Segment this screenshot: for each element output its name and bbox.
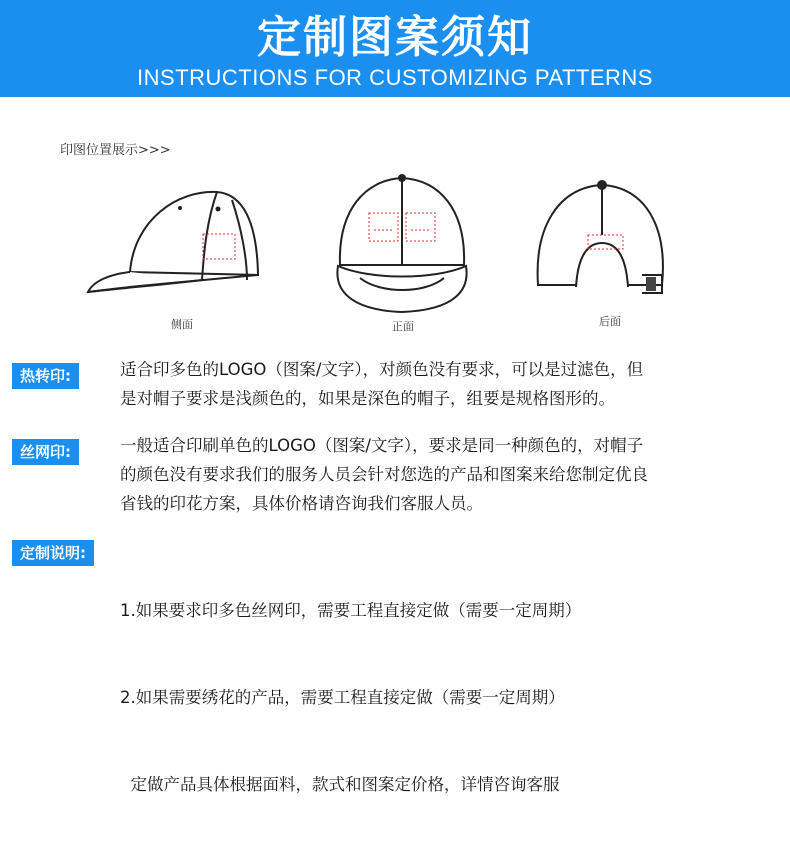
page-title: 定制图案须知 (257, 12, 533, 63)
section-tag-custom-notes: 定制说明: (12, 540, 94, 566)
header-banner (0, 0, 790, 97)
cap-front-caption: 正面 (392, 320, 414, 333)
text-line: 2.如果需要绣花的产品，需要工程直接定做（需要一定周期） (120, 688, 565, 707)
text-line: 适合印多色的LOGO（图案/文字），对颜色没有要求，可以是过滤色，但 (120, 360, 644, 379)
cap-side-view-icon (82, 180, 292, 310)
text-line: 的颜色没有要求我们的服务人员会针对您选的产品和图案来给您制定优良 (120, 465, 648, 484)
print-position-label: 印图位置展示>>> (60, 143, 171, 158)
text-line: 是对帽子要求是浅颜色的，如果是深色的帽子，组要是规格图形的。 (120, 389, 615, 408)
text-line: 定做产品具体根据面料，款式和图案定价格，详情咨询客服 (120, 775, 560, 794)
section-tag-screen-print: 丝网印: (12, 439, 79, 465)
section-text-screen-print (120, 431, 648, 518)
text-line: 省钱的印花方案，具体价格请咨询我们客服人员。 (120, 494, 483, 513)
text-line: 1.如果要求印多色丝网印，需要工程直接定做（需要一定周期） (120, 601, 582, 620)
section-text-custom-notes (120, 538, 581, 857)
cap-back-view-icon (530, 175, 670, 305)
cap-side-caption: 侧面 (171, 318, 193, 331)
cap-front-view-icon (330, 170, 475, 315)
section-text-heat-transfer (120, 355, 643, 413)
section-tag-heat-transfer: 热转印: (12, 363, 79, 389)
page-subtitle: INSTRUCTIONS FOR CUSTOMIZING PATTERNS (137, 65, 653, 90)
text-line: 一般适合印刷单色的LOGO（图案/文字），要求是同一种颜色的，对帽子 (120, 436, 644, 455)
cap-back-caption: 后面 (599, 315, 621, 328)
